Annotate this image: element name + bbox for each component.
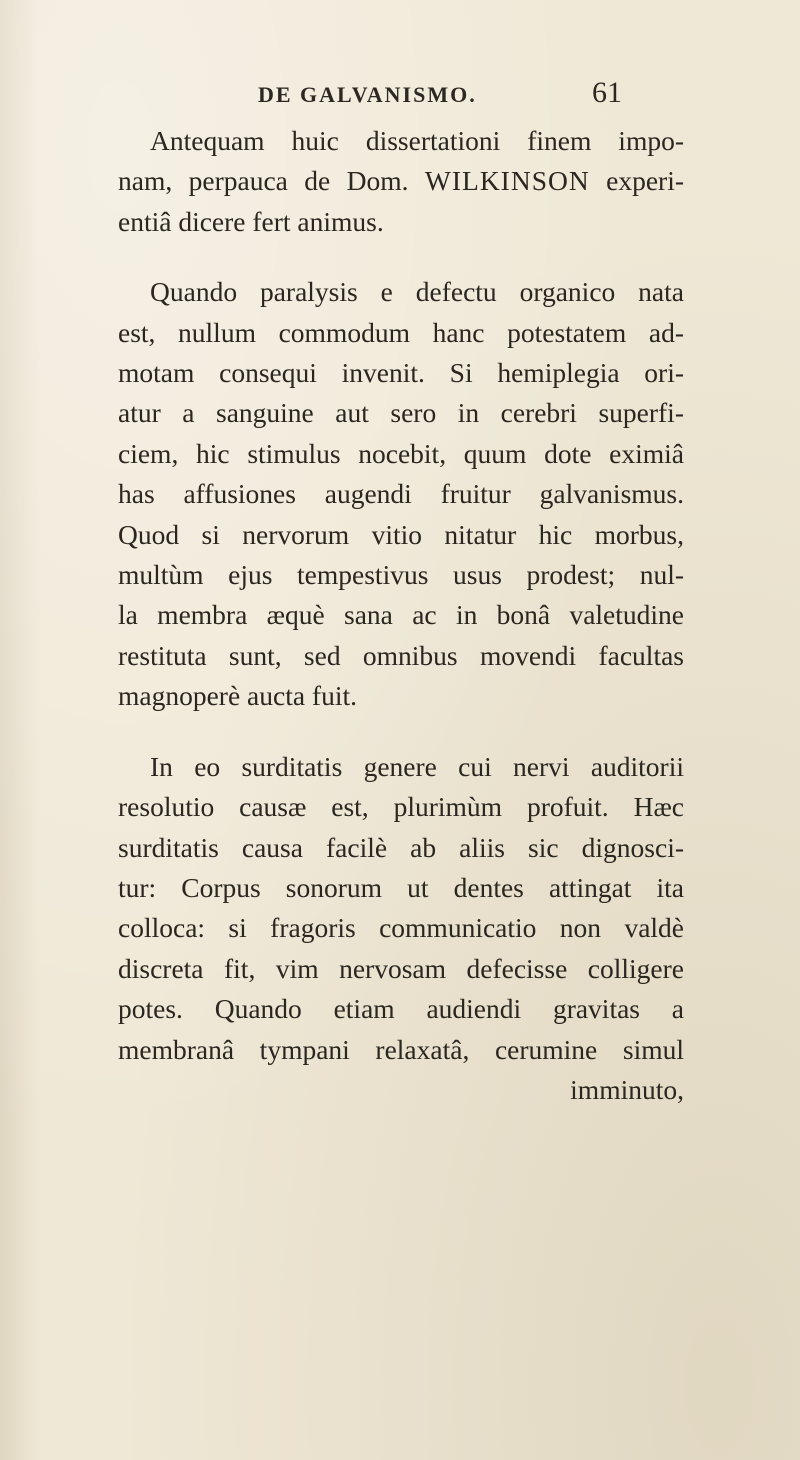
text-line: tur: Corpus sonorum ut dentes attingat ita: [118, 871, 684, 903]
paragraph-3: [118, 747, 684, 1111]
body-text: [118, 121, 684, 1110]
text-line: entiâ dicere fert animus.: [118, 205, 384, 237]
text-line: potes. Quando etiam audiendi gravitas a: [118, 993, 684, 1025]
catchword: imminuto,: [570, 1073, 684, 1105]
author-name: WILKINSON: [424, 165, 590, 197]
text-line: [118, 161, 684, 201]
paragraph-2: [118, 272, 684, 716]
text-line: In eo surditatis genere cui nervi auditorii: [150, 750, 684, 782]
text-line: magnoperè aucta fuit.: [118, 680, 357, 712]
text-line: ciem, hic stimulus nocebit, quum dote eximiâ: [118, 437, 684, 469]
text-line: colloca: si fragoris communicatio non valdè: [118, 912, 684, 944]
text-line: discreta fit, vim nervosam defecisse colligere: [118, 952, 684, 984]
text-line: la membra æquè sana ac in bonâ valetudine: [118, 599, 684, 631]
text-line: resolutio causæ est, plurimùm profuit. Hæc: [118, 791, 684, 823]
running-title: DE GALVANISMO.: [258, 82, 477, 107]
page-header: [0, 76, 800, 116]
paragraph-1: [118, 121, 684, 242]
text-line: restituta sunt, sed omnibus movendi facultas: [118, 639, 684, 671]
page-number: 61: [592, 76, 622, 109]
text-line: multùm ejus tempestivus usus prodest; nul-: [118, 559, 684, 591]
text-line: has affusiones augendi fruitur galvanismus.: [118, 478, 684, 510]
text-segment: experi-: [589, 165, 684, 197]
text-line: surditatis causa facilè ab aliis sic dignosci-: [118, 831, 684, 863]
text-segment: nam, perpauca de Dom.: [118, 165, 425, 197]
text-line: atur a sanguine aut sero in cerebri superfi-: [118, 397, 684, 429]
text-line: Quod si nervorum vitio nitatur hic morbus,: [118, 518, 684, 550]
text-line: Quando paralysis e defectu organico nata: [150, 276, 684, 308]
text-line: membranâ tympani relaxatâ, cerumine simul: [118, 1033, 684, 1065]
text-line: motam consequi invenit. Si hemiplegia ori-: [118, 357, 684, 389]
text-line: Antequam huic dissertationi finem impo-: [150, 125, 684, 156]
text-line: est, nullum commodum hanc potestatem ad-: [118, 316, 684, 348]
